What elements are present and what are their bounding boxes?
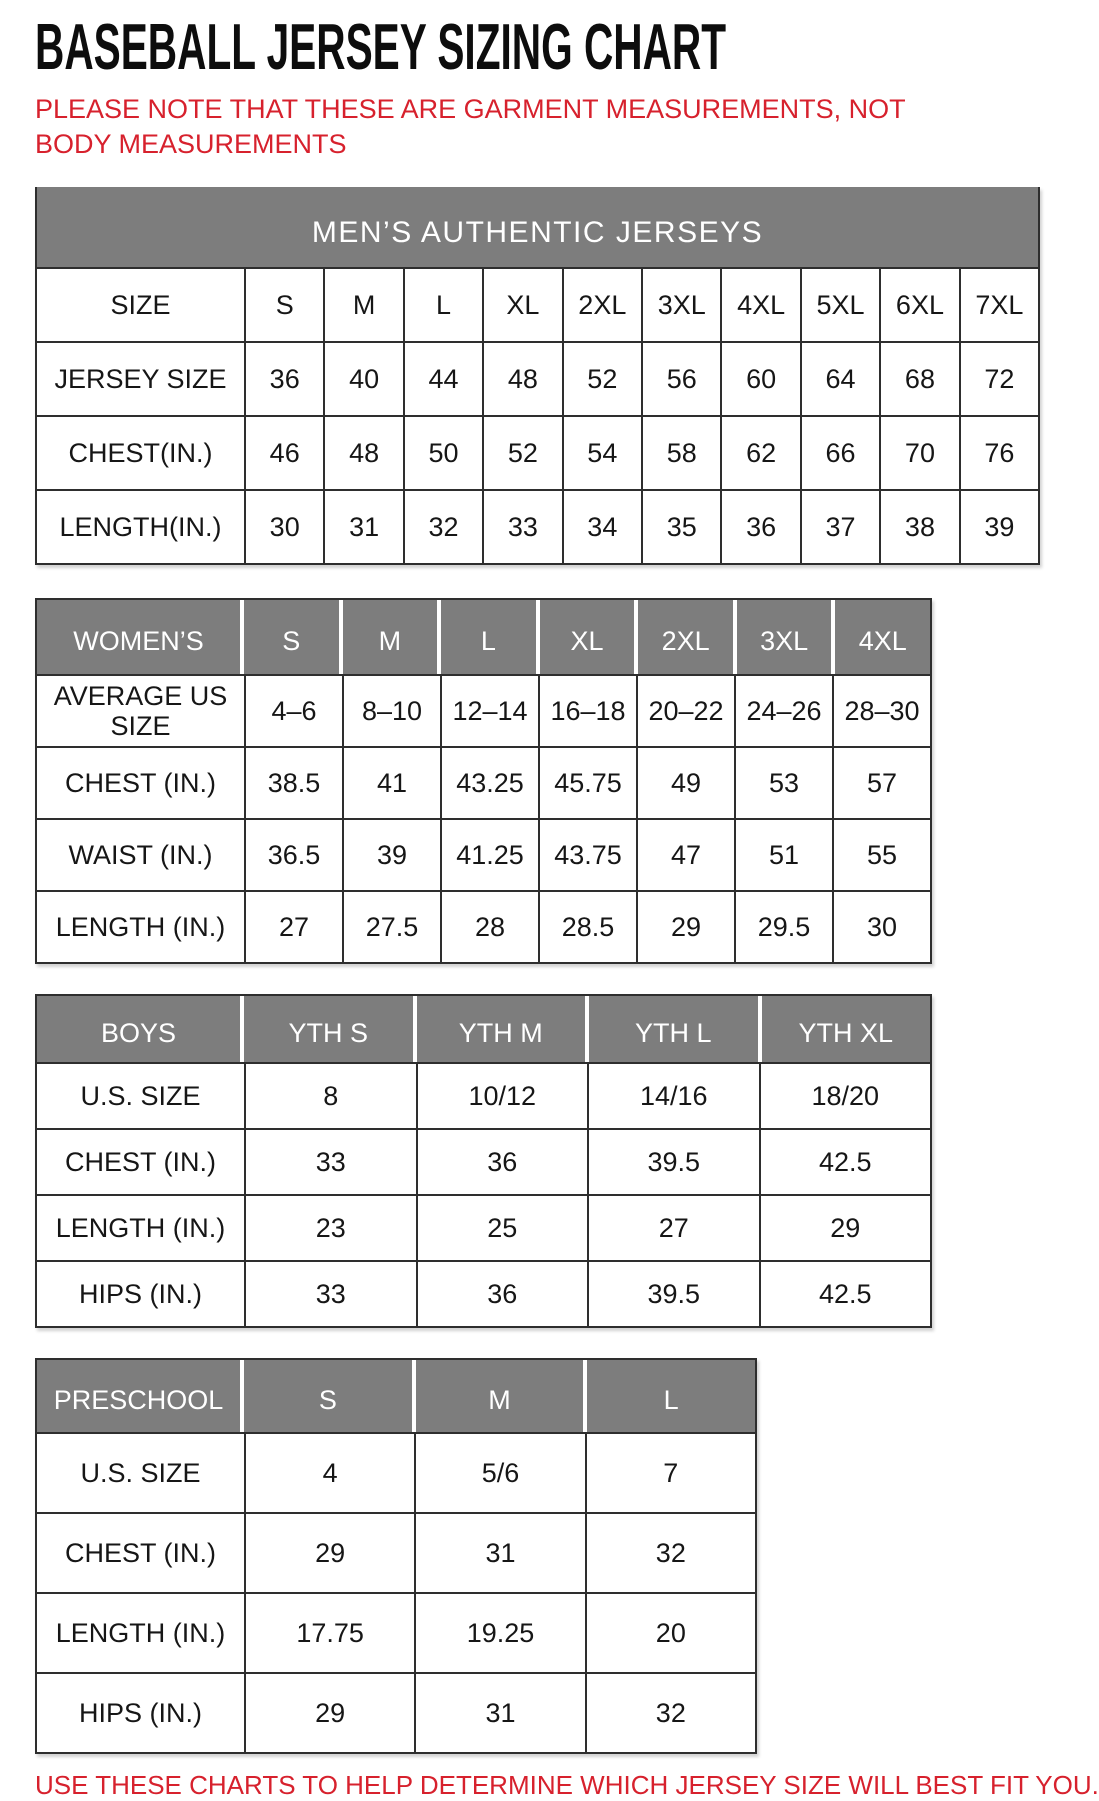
data-cell: 66 <box>800 417 879 489</box>
data-cell: 27 <box>587 1196 759 1260</box>
preschool-table-row <box>37 1432 755 1512</box>
data-cell: S <box>244 269 323 341</box>
womens-size-header: 3XL <box>737 600 836 674</box>
data-cell: 64 <box>800 343 879 415</box>
data-cell: 43.75 <box>538 820 636 890</box>
data-cell: 17.75 <box>244 1594 414 1672</box>
data-cell: 31 <box>323 491 402 563</box>
data-cell: 52 <box>482 417 561 489</box>
mens-banner: MEN’S AUTHENTIC JERSEYS <box>37 187 1038 267</box>
data-cell: 8 <box>244 1064 416 1128</box>
data-cell: 42.5 <box>759 1130 931 1194</box>
boys-size-header: YTH XL <box>762 996 931 1062</box>
data-cell: 39.5 <box>587 1262 759 1326</box>
data-cell: 37 <box>800 491 879 563</box>
data-cell: 29.5 <box>734 892 832 962</box>
mens-table-row <box>37 489 1038 563</box>
data-cell: 47 <box>636 820 734 890</box>
data-cell: 16–18 <box>538 676 636 746</box>
preschool-group-label: PRESCHOOL <box>37 1360 244 1432</box>
data-cell: 3XL <box>641 269 720 341</box>
boys-size-header: YTH S <box>244 996 417 1062</box>
preschool-sizing-table <box>35 1358 757 1754</box>
womens-group-label: WOMEN’S <box>37 600 244 674</box>
data-cell: 24–26 <box>734 676 832 746</box>
row-label-cell: AVERAGE US SIZE <box>53 680 228 742</box>
data-cell: 33 <box>244 1130 416 1194</box>
preschool-size-header: M <box>416 1360 588 1432</box>
data-cell: 55 <box>832 820 930 890</box>
data-cell: 2XL <box>562 269 641 341</box>
data-cell: 6XL <box>879 269 958 341</box>
data-cell: 32 <box>585 1674 755 1752</box>
data-cell: 7 <box>585 1434 755 1512</box>
row-label-cell: SIZE <box>110 289 171 320</box>
data-cell: 25 <box>416 1196 588 1260</box>
boys-table-row <box>37 1260 930 1326</box>
data-cell: 58 <box>641 417 720 489</box>
data-cell: 27 <box>244 892 342 962</box>
row-label-cell: HIPS (IN.) <box>78 1697 202 1728</box>
boys-size-header: YTH L <box>589 996 762 1062</box>
boys-table-row <box>37 1194 930 1260</box>
boys-header-row <box>37 996 930 1062</box>
data-cell: 4XL <box>720 269 799 341</box>
womens-size-header: XL <box>540 600 639 674</box>
data-cell: 44 <box>403 343 482 415</box>
preschool-header-row <box>37 1360 755 1432</box>
data-cell: 43.25 <box>440 748 538 818</box>
row-label-cell: LENGTH(IN.) <box>59 511 222 542</box>
mens-table-row <box>37 341 1038 415</box>
data-cell: 29 <box>244 1674 414 1752</box>
womens-table-row <box>37 746 930 818</box>
garment-measurement-note: PLEASE NOTE THAT THESE ARE GARMENT MEASUREMENTS, NOT BODY MEASUREMENTS <box>35 94 906 159</box>
data-cell: 4–6 <box>244 676 342 746</box>
data-cell: 20–22 <box>636 676 734 746</box>
data-cell: 32 <box>585 1514 755 1592</box>
preschool-table-row <box>37 1512 755 1592</box>
data-cell: 57 <box>832 748 930 818</box>
data-cell: 33 <box>244 1262 416 1326</box>
womens-table-row <box>37 818 930 890</box>
data-cell: 5/6 <box>414 1434 584 1512</box>
mens-sizing-table <box>35 187 1040 565</box>
data-cell: 42.5 <box>759 1262 931 1326</box>
data-cell: 53 <box>734 748 832 818</box>
page-title: BASEBALL JERSEY SIZING CHART <box>35 10 727 84</box>
boys-group-label: BOYS <box>37 996 244 1062</box>
data-cell: 39.5 <box>587 1130 759 1194</box>
data-cell: 52 <box>562 343 641 415</box>
data-cell: 33 <box>482 491 561 563</box>
data-cell: 39 <box>342 820 440 890</box>
data-cell: XL <box>482 269 561 341</box>
mens-table-row <box>37 415 1038 489</box>
womens-table-row <box>37 890 930 962</box>
data-cell: 56 <box>641 343 720 415</box>
data-cell: 12–14 <box>440 676 538 746</box>
data-cell: 49 <box>636 748 734 818</box>
data-cell: 40 <box>323 343 402 415</box>
data-cell: 76 <box>959 417 1038 489</box>
data-cell: 70 <box>879 417 958 489</box>
preschool-size-header: L <box>587 1360 755 1432</box>
data-cell: 60 <box>720 343 799 415</box>
data-cell: 29 <box>759 1196 931 1260</box>
row-label-cell: U.S. SIZE <box>80 1457 201 1488</box>
data-cell: 28.5 <box>538 892 636 962</box>
data-cell: 36 <box>416 1262 588 1326</box>
data-cell: 19.25 <box>414 1594 584 1672</box>
data-cell: 41.25 <box>440 820 538 890</box>
data-cell: 48 <box>482 343 561 415</box>
row-label-cell: HIPS (IN.) <box>78 1278 202 1309</box>
data-cell: 51 <box>734 820 832 890</box>
womens-size-header: S <box>244 600 343 674</box>
data-cell: 31 <box>414 1514 584 1592</box>
data-cell: 30 <box>832 892 930 962</box>
data-cell: 36 <box>244 343 323 415</box>
data-cell: 36 <box>416 1130 588 1194</box>
data-cell: 29 <box>636 892 734 962</box>
data-cell: 46 <box>244 417 323 489</box>
row-label-cell: U.S. SIZE <box>80 1080 201 1111</box>
data-cell: M <box>323 269 402 341</box>
row-label-cell: CHEST(IN.) <box>68 437 213 468</box>
womens-size-header: 4XL <box>835 600 930 674</box>
row-label-cell: JERSEY SIZE <box>54 363 227 394</box>
data-cell: 36.5 <box>244 820 342 890</box>
row-label-cell: LENGTH (IN.) <box>55 1617 226 1648</box>
data-cell: 35 <box>641 491 720 563</box>
preschool-size-header: S <box>244 1360 416 1432</box>
data-cell: 10/12 <box>416 1064 588 1128</box>
row-label-cell: LENGTH (IN.) <box>55 911 226 942</box>
data-cell: 39 <box>959 491 1038 563</box>
preschool-table-row <box>37 1592 755 1672</box>
data-cell: 48 <box>323 417 402 489</box>
boys-table-row <box>37 1128 930 1194</box>
data-cell: L <box>403 269 482 341</box>
row-label-cell: CHEST (IN.) <box>64 1146 216 1177</box>
data-cell: 27.5 <box>342 892 440 962</box>
womens-sizing-table <box>35 598 932 964</box>
data-cell: 7XL <box>959 269 1038 341</box>
data-cell: 18/20 <box>759 1064 931 1128</box>
womens-header-row <box>37 600 930 674</box>
data-cell: 4 <box>244 1434 414 1512</box>
data-cell: 14/16 <box>587 1064 759 1128</box>
row-label-cell: CHEST (IN.) <box>64 767 216 798</box>
data-cell: 5XL <box>800 269 879 341</box>
data-cell: 20 <box>585 1594 755 1672</box>
data-cell: 38.5 <box>244 748 342 818</box>
preschool-table-row <box>37 1672 755 1752</box>
data-cell: 68 <box>879 343 958 415</box>
boys-table-row <box>37 1062 930 1128</box>
womens-size-header: L <box>441 600 540 674</box>
data-cell: 8–10 <box>342 676 440 746</box>
data-cell: 62 <box>720 417 799 489</box>
data-cell: 32 <box>403 491 482 563</box>
row-label-cell: WAIST (IN.) <box>68 839 213 870</box>
mens-table-row <box>37 267 1038 341</box>
data-cell: 45.75 <box>538 748 636 818</box>
data-cell: 28 <box>440 892 538 962</box>
data-cell: 31 <box>414 1674 584 1752</box>
womens-size-header: 2XL <box>638 600 737 674</box>
fit-advice-footer: USE THESE CHARTS TO HELP DETERMINE WHICH JERSEY SIZE WILL BEST FIT YOU. <box>35 1770 1099 1801</box>
data-cell: 50 <box>403 417 482 489</box>
data-cell: 72 <box>959 343 1038 415</box>
boys-sizing-table <box>35 994 932 1328</box>
data-cell: 30 <box>244 491 323 563</box>
row-label-cell: LENGTH (IN.) <box>55 1212 226 1243</box>
data-cell: 41 <box>342 748 440 818</box>
data-cell: 54 <box>562 417 641 489</box>
data-cell: 23 <box>244 1196 416 1260</box>
data-cell: 29 <box>244 1514 414 1592</box>
data-cell: 28–30 <box>832 676 930 746</box>
data-cell: 36 <box>720 491 799 563</box>
boys-size-header: YTH M <box>417 996 590 1062</box>
womens-size-header: M <box>343 600 442 674</box>
data-cell: 34 <box>562 491 641 563</box>
data-cell: 38 <box>879 491 958 563</box>
womens-table-row <box>37 674 930 746</box>
row-label-cell: CHEST (IN.) <box>64 1537 216 1568</box>
